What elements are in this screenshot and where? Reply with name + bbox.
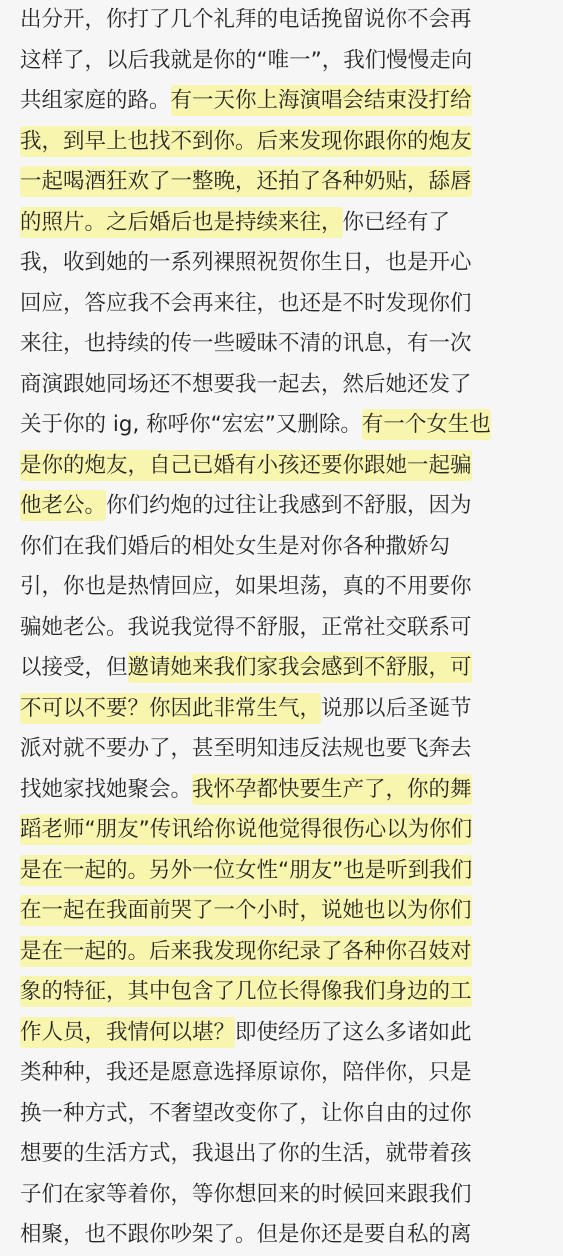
text-line	[20, 122, 555, 163]
highlighted-text: 有一个女生也	[362, 409, 491, 440]
highlighted-text: 的照片。之后婚后也是持续来往，	[20, 207, 343, 238]
highlighted-text: 象的特征，其中包含了几位长得像我们身边的工	[20, 976, 472, 1007]
highlighted-text: 在一起在我面前哭了一个小时，说她也以为你们	[20, 895, 472, 926]
highlighted-text: 有一天你上海演唱会结束没打给	[171, 85, 472, 116]
plain-text: 派对就不要办了，甚至明知违反法规也要飞奔去	[20, 736, 472, 761]
plain-text: 类种种，我还是愿意选择原谅你，陪伴你，只是	[20, 1060, 472, 1085]
plain-text: 你们约炮的过往让我感到不舒服，因为	[106, 493, 472, 518]
text-line	[20, 0, 555, 41]
plain-text: 换一种方式，不奢望改变你了，让你自由的过你	[20, 1100, 472, 1126]
text-line	[20, 527, 555, 568]
text-line	[20, 203, 555, 244]
plain-text: 我，收到她的一系列裸照祝贺你生日，也是开心	[20, 250, 472, 275]
highlighted-text: 不可以不要？你因此非常生气，	[20, 693, 321, 724]
text-line	[20, 41, 555, 82]
statement-text	[20, 0, 555, 1256]
text-line	[20, 446, 555, 487]
text-line	[20, 1013, 555, 1054]
highlighted-text: 邀请她来我们家我会感到不舒服，可	[128, 652, 472, 683]
plain-text: 子们在家等着你，等你想回来的时候回来跟我们	[20, 1181, 472, 1207]
text-line	[20, 1215, 555, 1256]
highlighted-text: 一起喝酒狂欢了一整晚，还拍了各种奶贴，舔唇	[20, 166, 472, 197]
highlighted-text: 作人员，我情何以堪？	[20, 1017, 235, 1048]
highlighted-text: 蹈老师“朋友”传讯给你说他觉得很伤心以为你们	[20, 814, 472, 845]
plain-text: 找她家找她聚会。	[20, 776, 193, 802]
plain-text: 即使经历了这么多诸如此	[235, 1019, 472, 1045]
text-line	[20, 243, 555, 284]
plain-text: 引，你也是热情回应，如果坦荡，真的不用要你	[20, 574, 472, 599]
highlighted-text: 我，到早上也找不到你。后来发现你跟你的炮友	[20, 126, 472, 157]
highlighted-text: 是在一起的。后来我发现你纪录了各种你召妓对	[20, 936, 472, 967]
plain-text: 说那以后圣诞节	[321, 695, 472, 721]
text-line	[20, 1134, 555, 1175]
text-line	[20, 1053, 555, 1094]
text-line	[20, 689, 555, 730]
text-line	[20, 405, 555, 446]
highlighted-text: 是你的炮友，自己已婚有小孩还要你跟她一起骗	[20, 450, 472, 481]
text-line	[20, 851, 555, 892]
text-line	[20, 729, 555, 770]
highlighted-text: 他老公。	[20, 490, 106, 521]
plain-text: 共组家庭的路。	[20, 88, 171, 113]
plain-text: 关于你的 ig, 称呼你“宏宏”又删除。	[20, 412, 362, 437]
highlighted-text: 是在一起的。另外一位女性“朋友”也是听到我们	[20, 855, 472, 886]
text-line	[20, 648, 555, 689]
text-line	[20, 324, 555, 365]
text-line	[20, 891, 555, 932]
plain-text: 回应，答应我不会再来往，也还是不时发现你们	[20, 290, 472, 316]
plain-text: 以接受，但	[20, 655, 128, 680]
text-line	[20, 162, 555, 203]
highlighted-text: 我怀孕都快要生产了，你的舞	[192, 774, 472, 805]
plain-text: 相聚，也不跟你吵架了。但是你还是要自私的离	[20, 1222, 472, 1247]
text-line	[20, 1094, 555, 1135]
plain-text: 你已经有了	[342, 209, 451, 235]
text-line	[20, 932, 555, 973]
text-line	[20, 1175, 555, 1216]
plain-text: 出分开，你打了几个礼拜的电话挽留说你不会再	[20, 7, 472, 32]
text-line	[20, 81, 555, 122]
text-line	[20, 810, 555, 851]
text-line	[20, 365, 555, 406]
plain-text: 想要的生活方式，我退出了你的生活，就带着孩	[20, 1141, 472, 1166]
text-line	[20, 284, 555, 325]
text-line	[20, 567, 555, 608]
text-line	[20, 486, 555, 527]
plain-text: 这样了，以后我就是你的“唯一”，我们慢慢走向	[20, 47, 473, 73]
plain-text: 骗她老公。我说我觉得不舒服，正常社交联系可	[20, 614, 472, 640]
plain-text: 你们在我们婚后的相处女生是对你各种撒娇勾	[20, 533, 451, 559]
plain-text: 来往，也持续的传一些暧昧不清的讯息，有一次	[20, 331, 472, 356]
text-line	[20, 770, 555, 811]
plain-text: 商演跟她同场还不想要我一起去，然后她还发了	[20, 371, 472, 397]
text-line	[20, 972, 555, 1013]
text-line	[20, 608, 555, 649]
